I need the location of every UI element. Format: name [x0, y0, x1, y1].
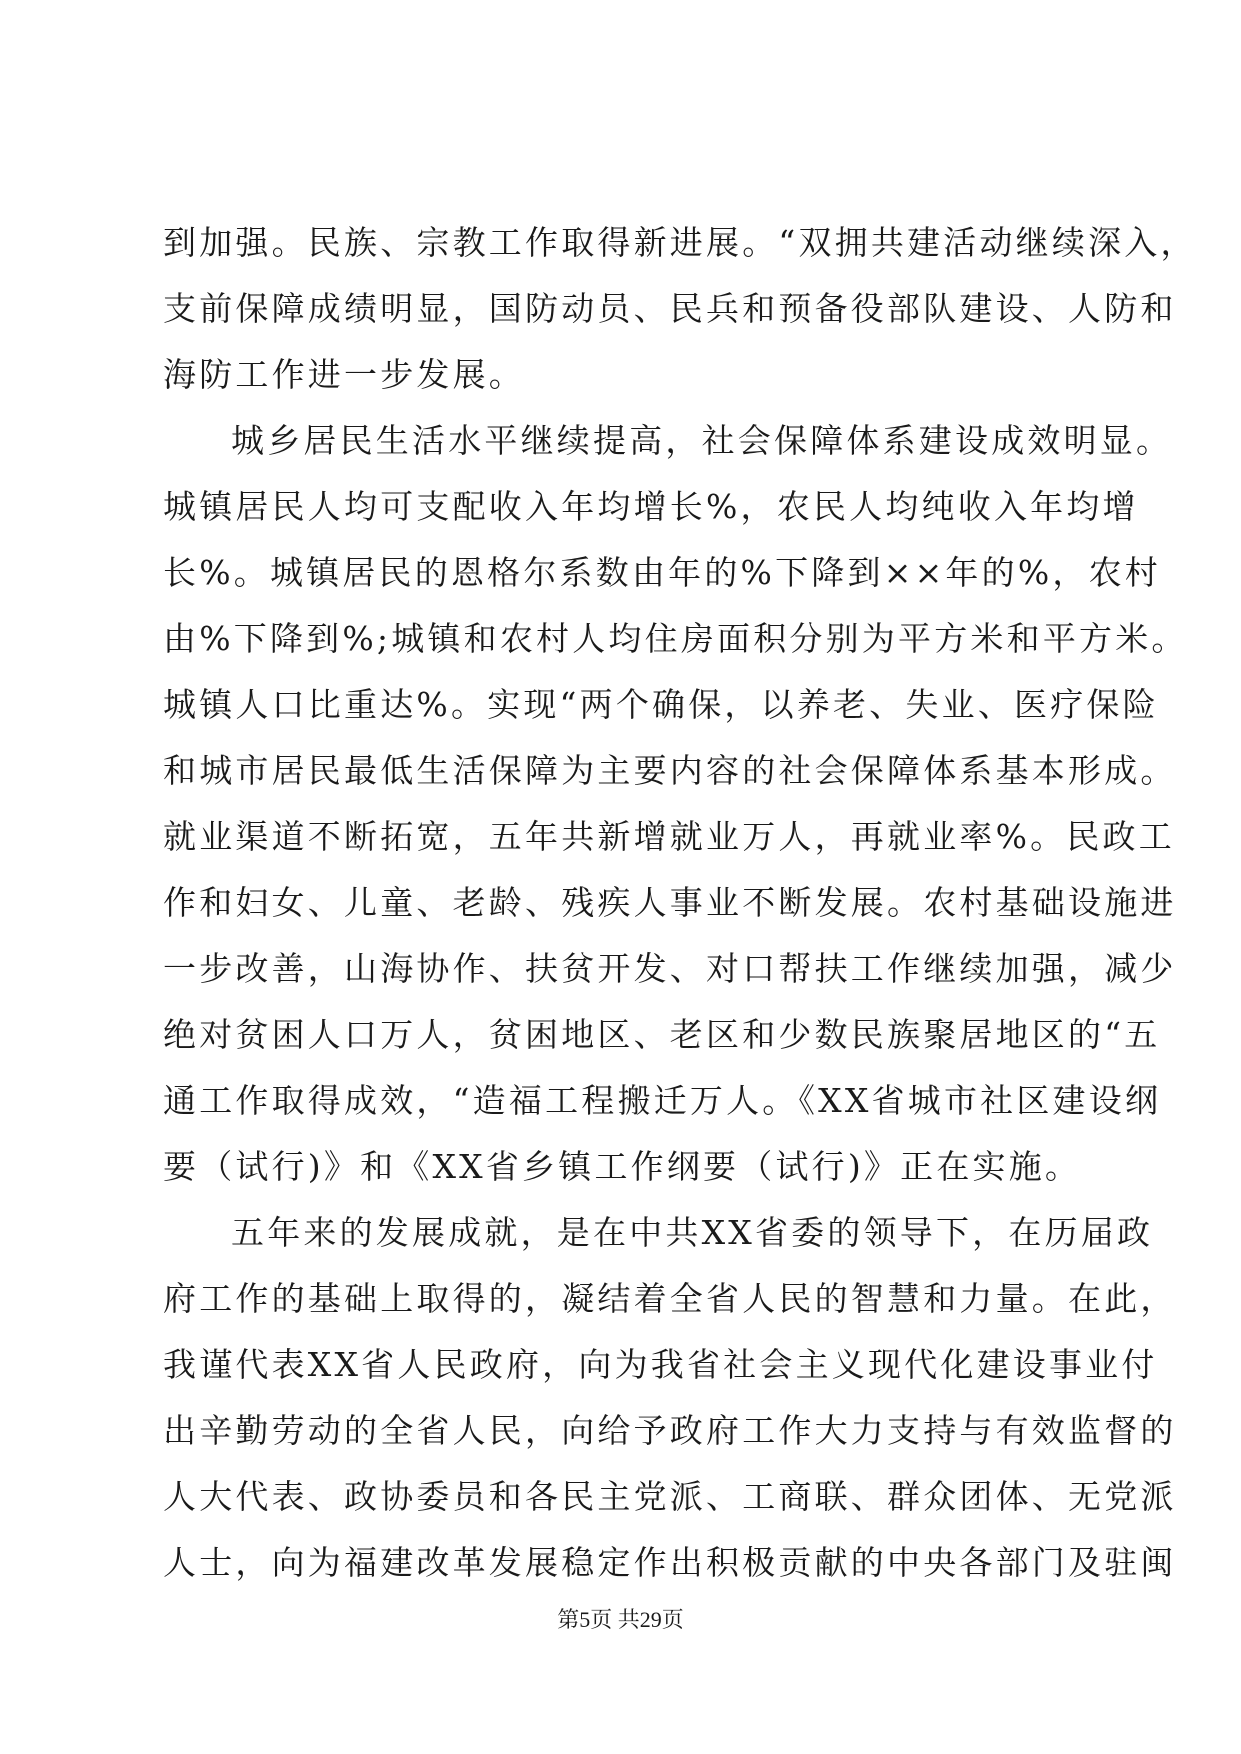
text-line: 和城市居民最低生活保障为主要内容的社会保障体系基本形成。 [163, 751, 1177, 790]
text-line: 海防工作进一步发展。 [163, 355, 525, 394]
text-line: 由%下降到%;城镇和农村人均住房面积分别为平方米和平方米。 [163, 619, 1188, 658]
text-line: 城镇居民人均可支配收入年均增长%，农民人均纯收入年均增 [163, 487, 1139, 526]
text-line: 一步改善，山海协作、扶贫开发、对口帮扶工作继续加强，减少 [163, 949, 1177, 988]
text-line: 就业渠道不断拓宽，五年共新增就业万人，再就业率%。民政工 [163, 817, 1175, 856]
document-body [163, 210, 1197, 1596]
text-line: 绝对贫困人口万人，贫困地区、老区和少数民族聚居地区的“五 [163, 1015, 1161, 1054]
text-line: 长%。城镇居民的恩格尔系数由年的%下降到××年的%，农村 [163, 553, 1161, 592]
text-line: 作和妇女、儿童、老龄、残疾人事业不断发展。农村基础设施进 [163, 883, 1177, 922]
text-line: 支前保障成绩明显，国防动员、民兵和预备役部队建设、人防和 [163, 289, 1177, 328]
text-line: 要（试行)》和《XX省乡镇工作纲要（试行)》正在实施。 [163, 1147, 1082, 1186]
text-line: 出辛勤劳动的全省人民，向给予政府工作大力支持与有效监督的 [163, 1411, 1177, 1450]
text-line: 人士，向为福建改革发展稳定作出积极贡献的中央各部门及驻闽 [163, 1543, 1177, 1582]
text-line: 府工作的基础上取得的，凝结着全省人民的智慧和力量。在此， [163, 1279, 1177, 1318]
page-number-footer: 第5页 共29页 [557, 1607, 684, 1632]
text-line: 通工作取得成效，“造福工程搬迁万人。《XX省城市社区建设纲 [163, 1081, 1162, 1120]
text-line: 到加强。民族、宗教工作取得新进展。“双拥共建活动继续深入， [163, 223, 1197, 262]
text-line: 我谨代表XX省人民政府，向为我省社会主义现代化建设事业付 [163, 1345, 1158, 1384]
paragraph-first-line: 五年来的发展成就，是在中共XX省委的领导下，在历届政 [231, 1213, 1154, 1252]
text-line: 人大代表、政协委员和各民主党派、工商联、群众团体、无党派 [163, 1477, 1177, 1516]
paragraph-first-line: 城乡居民生活水平继续提高，社会保障体系建设成效明显。 [231, 421, 1173, 460]
text-line: 城镇人口比重达%。实现“两个确保，以养老、失业、医疗保险 [163, 685, 1159, 724]
